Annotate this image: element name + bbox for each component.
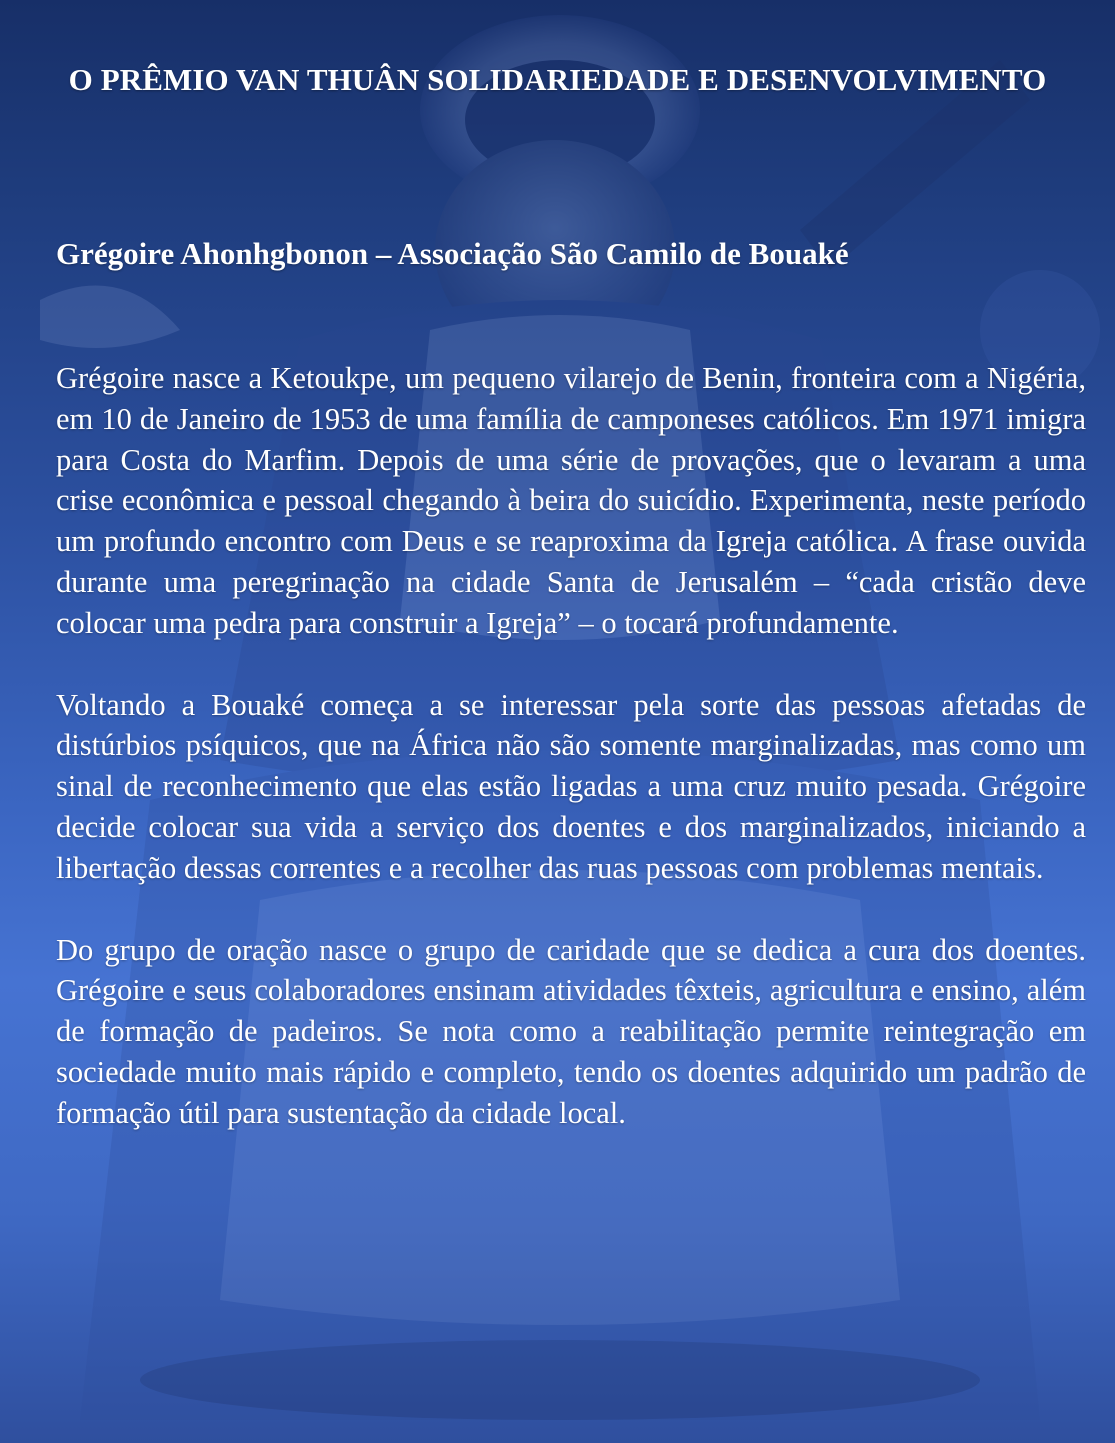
paragraph-biography: Grégoire nasce a Ketoukpe, um pequeno vilarejo de Benin, fronteira com a Nigéria, em 10 de Janeiro de 1953 de uma família de camponeses católicos. Em 1971 imigra para Costa do Marfim. Depois de uma série de provações, que o levaram a uma crise econômica e pessoal chegando à beira do suicídio. Experimenta, neste período um profundo encontro com Deus e se reaproxima da Igreja católica. A frase ouvida durante uma peregrinação na cidade Santa de Jerusalém – “cada cristão deve colocar uma pedra para construir a Igreja” – o tocará profundamente. — [56, 361, 1086, 640]
page-title: O PRÊMIO VAN THUÂN SOLIDARIEDADE E DESENVOLVIMENTO — [68, 62, 1047, 97]
paragraph-charity-group: Do grupo de oração nasce o grupo de caridade que se dedica a cura dos doentes. Grégoire e seus colaboradores ensinam atividades têxteis, agricultura e ensino, além de formação de padeiros. Se nota como a reabilitação permite reintegração em sociedade muito mais rápido e completo, tendo os doentes adquirido um padrão de formação útil para sustentação da cidade local. — [56, 932, 1086, 1130]
page-subtitle: Grégoire Ahonhgbonon – Associação São Camilo de Bouaké — [56, 236, 849, 271]
paragraph-mission: Voltando a Bouaké começa a se interessar pela sorte das pessoas afetadas de distúrbios psíquicos, que na África não são somente marginalizadas, mas como um sinal de reconhecimento que elas estão ligadas a uma cruz muito pesada. Grégoire decide colocar sua vida a serviço dos doentes e dos marginalizados, iniciando a libertação dessas correntes e a recolher das ruas pessoas com problemas mentais. — [56, 687, 1086, 885]
body-text — [56, 358, 1086, 1175]
